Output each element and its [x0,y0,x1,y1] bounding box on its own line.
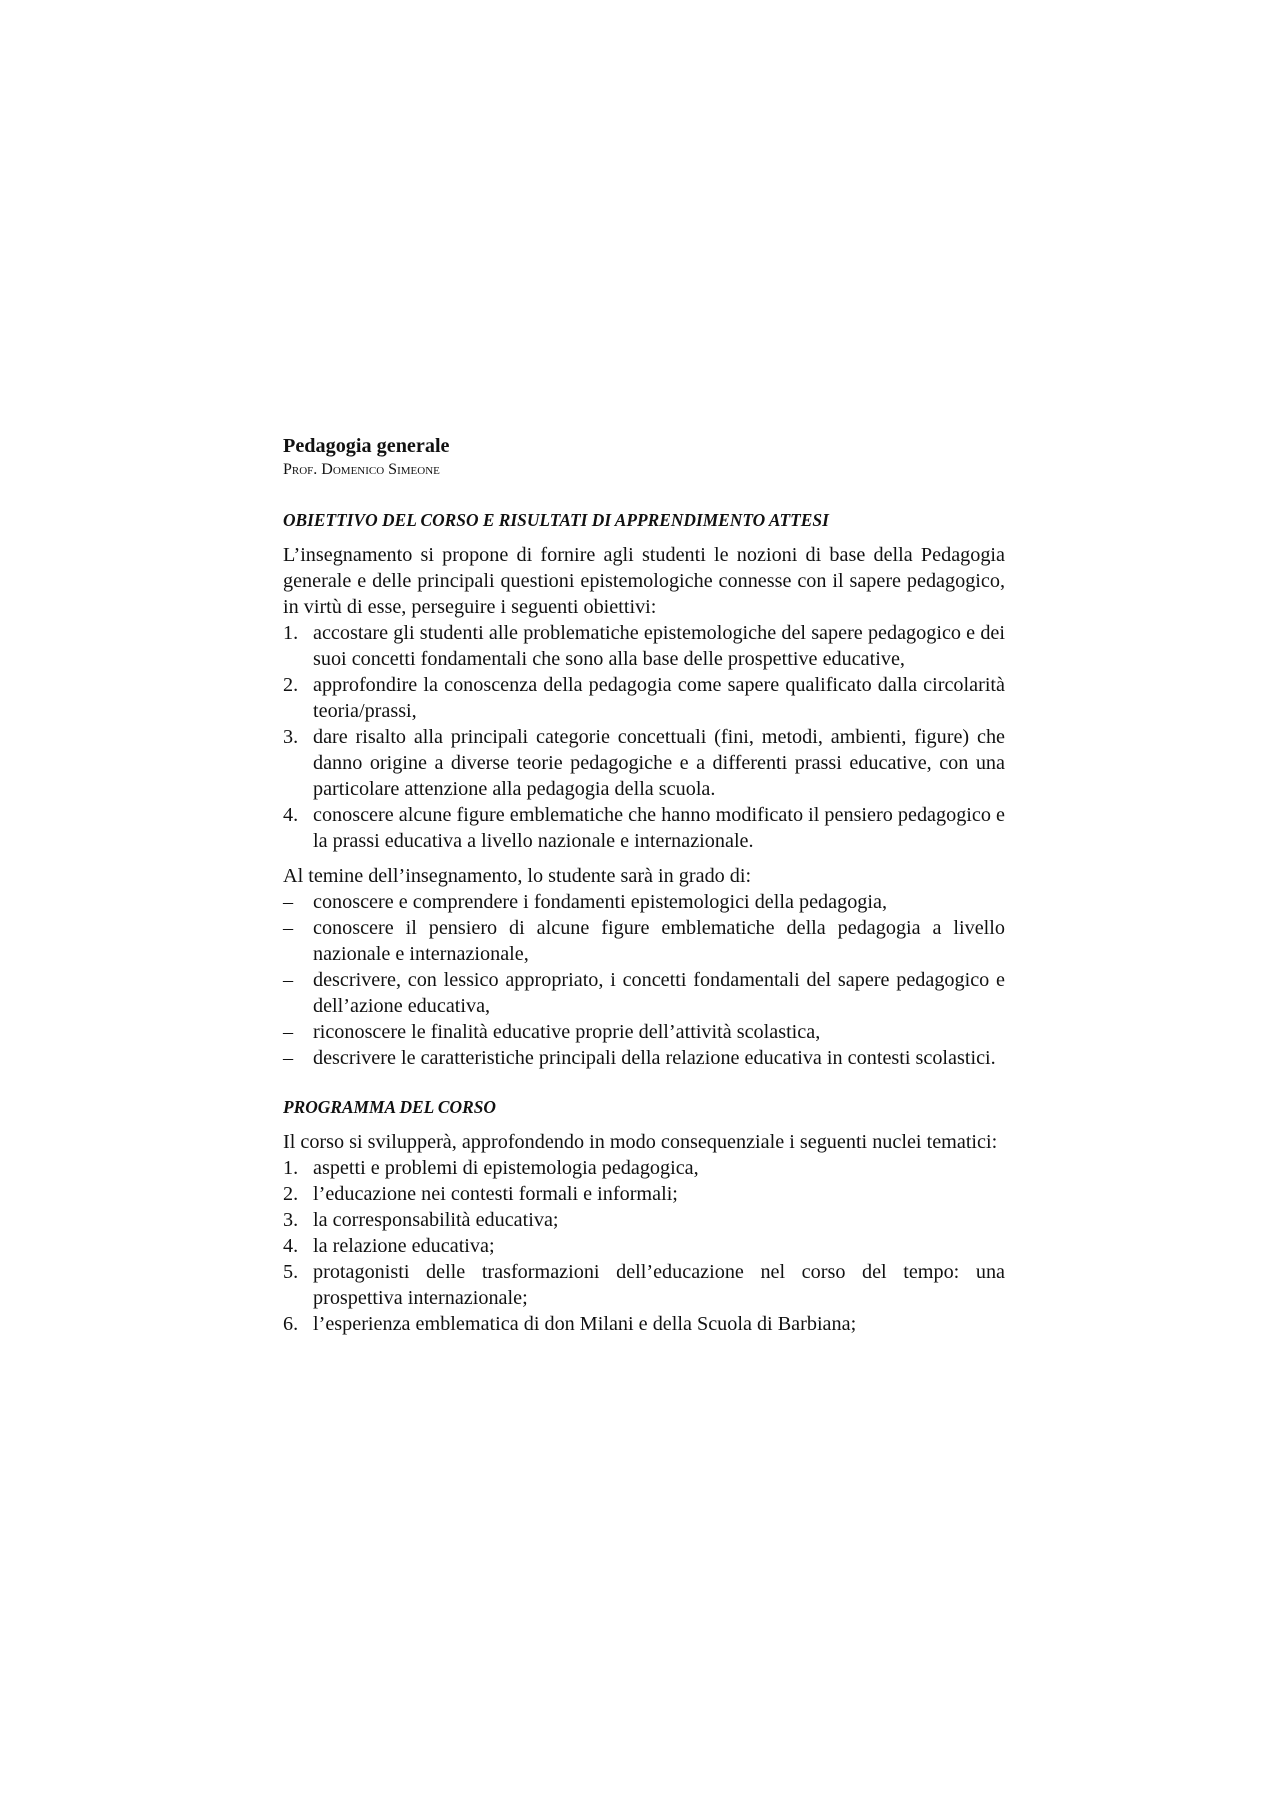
professor-prefix: Prof. [283,461,318,478]
list-item-text: conoscere e comprendere i fondamenti epistemologici della pedagogia, [313,891,887,913]
objectives-list [283,620,1005,854]
list-item-text: dare risalto alla principali categorie concettuali (fini, metodi, ambienti, figure) che danno origine a diverse teorie pedagogiche e a differenti prassi educative, con una particolare attenzione alla pedagogia della scuola. [313,726,1005,800]
list-marker: – [283,969,294,991]
list-item [283,620,1005,672]
outcomes-list [283,889,1005,1071]
list-marker: 4. [283,1235,299,1257]
list-item [283,672,1005,724]
list-item-text: riconoscere le finalità educative proprie dell’attività scolastica, [313,1021,821,1043]
list-item-text: descrivere, con lessico appropriato, i concetti fondamentali del sapere pedagogico e dell’azione educativa, [313,969,1005,1017]
objectives-intro: L’insegnamento si propone di fornire agli studenti le nozioni di base della Pedagogia generale e delle principali questioni epistemologiche connesse con il sapere pedagogico, in virtù di esse, perseguire i seguenti obiettivi: [283,544,1005,618]
list-marker: 6. [283,1313,299,1335]
list-marker: 3. [283,726,299,748]
list-item-text: la corresponsabilità educativa; [313,1209,559,1231]
list-marker: 2. [283,674,299,696]
professor-name: Domenico Simeone [321,461,440,478]
list-marker: – [283,917,294,939]
list-item-text: conoscere il pensiero di alcune figure emblematiche della pedagogia a livello nazionale e internazionale, [313,917,1005,965]
program-intro: Il corso si svilupperà, approfondendo in modo consequenziale i seguenti nuclei tematici: [283,1131,998,1153]
page-content [283,433,1005,1337]
list-item [283,1019,1005,1045]
list-marker: 3. [283,1209,299,1231]
outcomes-intro: Al temine dell’insegnamento, lo studente sarà in grado di: [283,865,752,887]
list-marker: – [283,1047,294,1069]
section-heading-program: PROGRAMMA DEL CORSO [283,1097,496,1117]
list-item [283,889,1005,915]
list-item-text: aspetti e problemi di epistemologia pedagogica, [313,1157,699,1179]
course-title: Pedagogia generale [283,435,450,457]
list-marker: – [283,891,294,913]
list-item [283,1233,1005,1259]
list-item [283,1181,1005,1207]
list-item [283,1259,1005,1311]
list-marker: 1. [283,1157,299,1179]
list-item [283,915,1005,967]
list-item [283,1207,1005,1233]
list-item [283,1155,1005,1181]
list-item-text: accostare gli studenti alle problematiche epistemologiche del sapere pedagogico e dei suoi concetti fondamentali che sono alla base delle prospettive educative, [313,622,1005,670]
list-item [283,1045,1005,1071]
list-item-text: descrivere le caratteristiche principali della relazione educativa in contesti scolastici. [313,1047,996,1069]
list-item-text: l’esperienza emblematica di don Milani e della Scuola di Barbiana; [313,1313,857,1335]
list-marker: – [283,1021,294,1043]
list-marker: 4. [283,804,299,826]
list-item [283,724,1005,802]
list-item-text: conoscere alcune figure emblematiche che hanno modificato il pensiero pedagogico e la prassi educativa a livello nazionale e internazionale. [313,804,1005,852]
list-marker: 2. [283,1183,299,1205]
list-marker: 5. [283,1261,299,1283]
list-item-text: la relazione educativa; [313,1235,495,1257]
list-item [283,967,1005,1019]
list-item-text: l’educazione nei contesti formali e informali; [313,1183,678,1205]
list-item-text: approfondire la conoscenza della pedagogia come sapere qualificato dalla circolarità teoria/prassi, [313,674,1005,722]
program-topics-list [283,1155,1005,1337]
list-item [283,802,1005,854]
list-marker: 1. [283,622,299,644]
list-item-text: protagonisti delle trasformazioni dell’educazione nel corso del tempo: una prospettiva internazionale; [313,1261,1005,1309]
list-item [283,1311,1005,1337]
section-heading-objectives: OBIETTIVO DEL CORSO E RISULTATI DI APPRENDIMENTO ATTESI [283,510,829,530]
professor-line [283,459,1005,481]
